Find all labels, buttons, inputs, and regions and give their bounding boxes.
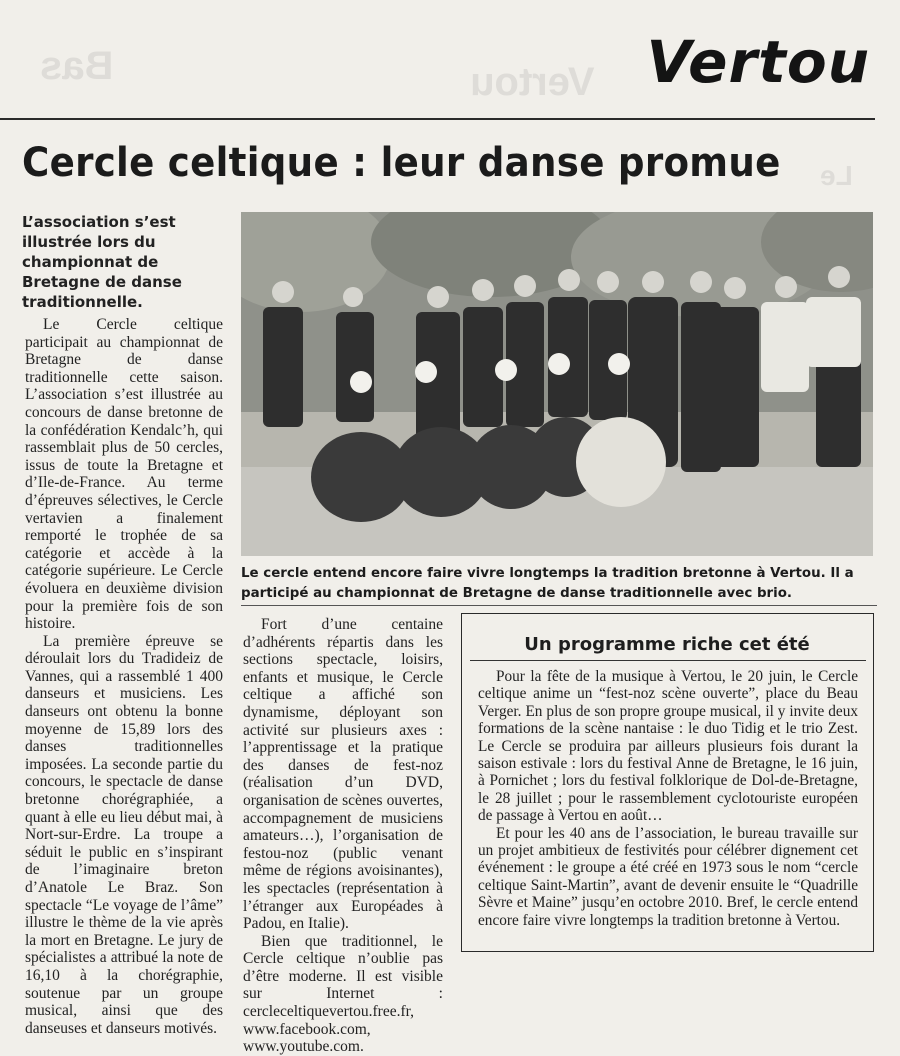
caption-rule [241,605,877,606]
group-photo-illustration [241,212,873,556]
sidebar-title: Un programme riche cet été [524,634,810,655]
sidebar-text [478,668,858,929]
article-paragraph: Fort d’une centaine d’adhérents répartis dans les sections spectacle, loisirs, enfants et musique, le Cercle celtique a affiché son dynamisme, déployant son activité sur plusieurs axes : l’apprentissage et la pratique des danses de fest-noz (réalisation d’un DVD, organisation de scènes ouvertes, accompagnement de musiciens amateurs…), l’organisation de festou-noz (public venant même de régions avoisinantes), les spectacles (représentation à l’étranger aux Européades à Padou, en Italie). [243,616,443,933]
article-column-1 [25,316,223,1037]
photo-caption: Le cercle entend encore faire vivre longtemps la tradition bretonne à Vertou. Il a participé au championnat de Bretagne de danse traditionnelle avec brio. [241,566,854,601]
article-paragraph: Bien que traditionnel, le Cercle celtique n’oublie pas d’être moderne. Il est visible sur Internet : cercleceltiquevertou.free.fr, www.facebook.com, www.youtube.com. [243,932,443,1056]
show-through-text: Le [820,160,853,191]
article-lead: L’association s’est illustrée lors du championnat de Bretagne de danse traditionnelle. [22,213,182,311]
show-through-text: Vertou [470,60,595,104]
sidebar-title-rule [470,660,866,661]
sidebar-paragraph: Pour la fête de la musique à Vertou, le 20 juin, le Cercle celtique anime un “fest-noz scène ouverte”, place du Beau Verger. En plus de son propre groupe musical, il y invite deux formations de la scène nantaise : le duo Tidig et le trio Zest. Le Cercle se produira par ailleurs plusieurs fois durant la saison estivale : lors du festival Anne de Bretagne, le 16 juin, à Pornichet ; lors du festival folklorique de Dol-de-Bretagne, le 28 juillet ; pour le rassemblement cyclotouriste européen de passage à Vertou en août… [478,668,858,825]
article-paragraph: Le Cercle celtique participait au championnat de Bretagne de danse traditionnelle cette saison. L’association s’est illustrée au concours de danse bretonne de la confédération Kendalc’h, qui rassemblait plus de 50 cercles, issus de toute la Bretagne et d’Ile-de-France. Au terme d’épreuves sélectives, le Cercle vertavien a finalement remporté le trophée de sa catégorie et accède à la catégorie supérieure. Le Cercle évoluera en deuxième division pour la première fois de son histoire. [25,316,223,633]
article-column-2 [243,616,443,1056]
section-rule [0,118,875,120]
article-headline: Cercle celtique : leur danse promue [22,140,781,186]
section-title: Vertou [646,28,870,96]
group-photo [241,212,873,556]
article-paragraph: La première épreuve se déroulait lors du Tradideiz de Vannes, qui a rassemblé 1 400 danseurs et musiciens. Les danseurs ont obtenu la bonne moyenne de 15,89 lors des danses traditionnelles imposées. La seconde partie du concours, le spectacle de danse bretonne chorégraphiée, a quant à elle eu lieu début mai, à Nort-sur-Erdre. La troupe a séduit le public en s’inspirant de l’imaginaire breton d’Anatole Le Braz. Son spectacle “Le voyage de l’âme” illustre le thème de la vie après la mort en Bretagne. Le jury de spécialistes a attribué la note de 16,10 à la chorégraphie, soutenue par un groupe musical, ainsi que des danseuses et danseurs motivés. [25,632,223,1037]
show-through-text: Bas [40,44,114,88]
sidebar-paragraph: Et pour les 40 ans de l’association, le bureau travaille sur un projet ambitieux de festivités pour célébrer dignement cet événement : le groupe a été créé en 1973 sous le nom “cercle celtique Saint-Martin”, avant de devenir ensuite le “Quadrille Sèvre et Maine” jusqu’en octobre 2010. Bref, le cercle entend encore faire vivre longtemps la tradition bretonne à Vertou. [478,824,858,929]
